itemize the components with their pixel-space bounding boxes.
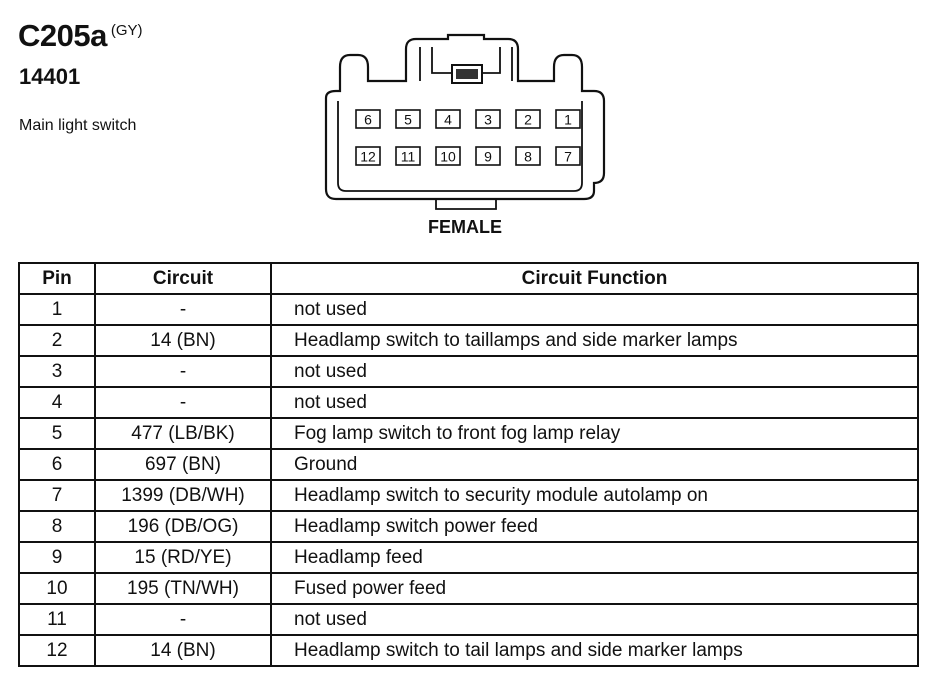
cell-pin: 12 [19,635,95,666]
connector-description: Main light switch [19,117,137,134]
cell-function: not used [271,387,918,418]
connector-pin-6 [356,110,380,128]
pin-number-label: 8 [524,148,532,165]
cell-circuit: 14 (BN) [95,635,271,666]
cell-pin: 5 [19,418,95,449]
cell-function: Ground [271,449,918,480]
pin-number-label: 12 [360,148,376,165]
connector-pin-5 [396,110,420,128]
pin-number-label: 6 [364,111,372,128]
connector-pin-10 [436,147,460,165]
pin-number-label: 9 [484,148,492,165]
cell-pin: 8 [19,511,95,542]
table-row [19,449,918,480]
cell-function: Fog lamp switch to front fog lamp relay [271,418,918,449]
table-row [19,635,918,666]
table-row [19,294,918,325]
cell-circuit: 1399 (DB/WH) [95,480,271,511]
connector-pin-7 [556,147,580,165]
cell-circuit: 697 (BN) [95,449,271,480]
table-row [19,480,918,511]
cell-circuit: 195 (TN/WH) [95,573,271,604]
cell-function: not used [271,294,918,325]
table-row [19,511,918,542]
pin-number-label: 10 [440,148,456,165]
table-row [19,387,918,418]
connector-pin-8 [516,147,540,165]
cell-function: Headlamp switch power feed [271,511,918,542]
connector-pin-4 [436,110,460,128]
cell-function: Headlamp switch to taillamps and side marker lamps [271,325,918,356]
title-block [18,18,143,54]
table-row [19,573,918,604]
connector-pin-1 [556,110,580,128]
cell-circuit: 477 (LB/BK) [95,418,271,449]
table-row [19,325,918,356]
table-row [19,542,918,573]
pin-number-label: 2 [524,111,532,128]
cell-pin: 11 [19,604,95,635]
table-row [19,356,918,387]
cell-pin: 9 [19,542,95,573]
header-circuit: Circuit [95,263,271,294]
connector-color-code: (GY) [110,22,143,39]
cell-circuit: - [95,294,271,325]
cell-pin: 10 [19,573,95,604]
cell-function: not used [271,356,918,387]
cell-function: Fused power feed [271,573,918,604]
pin-number-label: 1 [564,111,572,128]
pin-table-body [19,294,918,666]
header-function: Circuit Function [271,263,918,294]
connector-gender-label: FEMALE [428,217,502,237]
cell-circuit: 196 (DB/OG) [95,511,271,542]
connector-pin-12 [356,147,380,165]
pin-number-label: 3 [484,111,492,128]
part-number: 14401 [19,64,81,89]
cell-pin: 6 [19,449,95,480]
pin-number-label: 4 [444,111,452,128]
pin-number-label: 5 [404,111,412,128]
cell-pin: 2 [19,325,95,356]
cell-function: Headlamp switch to security module autolamp on [271,480,918,511]
pin-grid [356,110,580,165]
cell-circuit: 14 (BN) [95,325,271,356]
connector-pin-3 [476,110,500,128]
cell-circuit: 15 (RD/YE) [95,542,271,573]
cell-circuit: - [95,356,271,387]
pin-number-label: 11 [400,148,416,165]
cell-pin: 7 [19,480,95,511]
cell-pin: 4 [19,387,95,418]
header-pin: Pin [19,263,95,294]
connector-pin-11 [396,147,420,165]
cell-circuit: - [95,604,271,635]
pin-number-label: 7 [564,148,572,165]
table-row [19,604,918,635]
cell-circuit: - [95,387,271,418]
cell-pin: 3 [19,356,95,387]
table-row [19,418,918,449]
cell-function: Headlamp feed [271,542,918,573]
cell-pin: 1 [19,294,95,325]
cell-function: not used [271,604,918,635]
pin-table [18,262,919,667]
connector-pin-2 [516,110,540,128]
connector-pin-9 [476,147,500,165]
cell-function: Headlamp switch to tail lamps and side marker lamps [271,635,918,666]
table-header-row [19,263,918,294]
connector-face-diagram [316,33,616,213]
connector-id: C205a [18,18,107,53]
